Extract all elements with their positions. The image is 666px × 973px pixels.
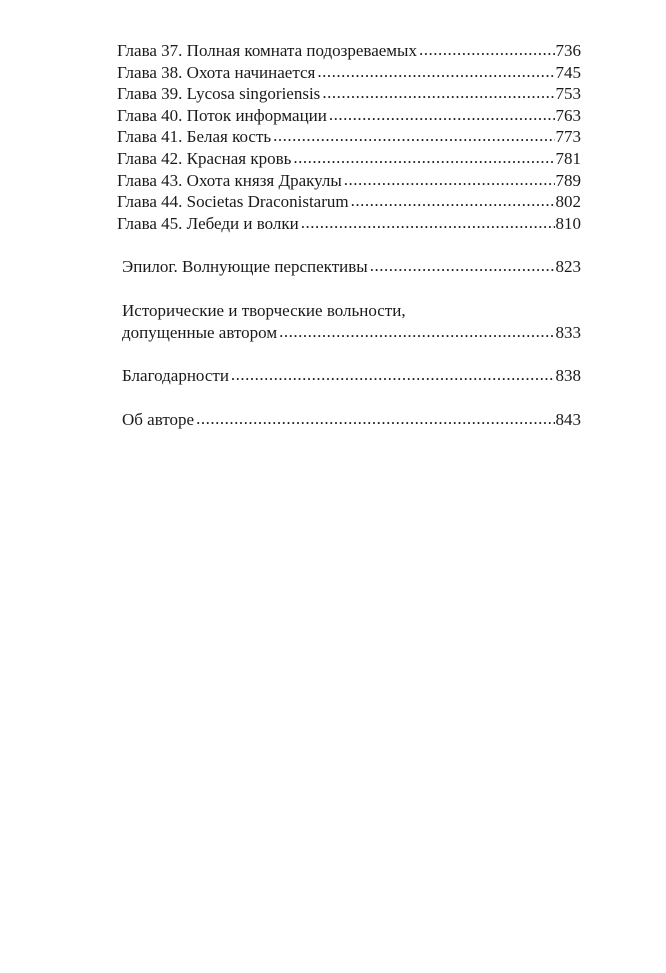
toc-entry-page: 823 <box>555 257 581 277</box>
dot-leader <box>322 82 554 104</box>
toc-entry-title-line2: допущенные автором <box>122 322 278 342</box>
toc-entry-title: Глава 40. Поток информации <box>117 105 327 125</box>
toc-entry-page: 753 <box>555 84 581 104</box>
toc-entry-page: 781 <box>555 148 581 168</box>
section-gap <box>117 234 581 256</box>
toc-entry-title-line1: Исторические и творческие вольности, <box>122 300 406 320</box>
toc-entry-page: 763 <box>555 105 581 125</box>
dot-leader <box>279 321 554 343</box>
toc-entry-chapter-41[interactable] <box>117 126 581 148</box>
toc-entry-page: 838 <box>555 366 581 386</box>
toc-block-epilogue <box>122 256 581 278</box>
toc-entry-chapter-44[interactable] <box>117 191 581 213</box>
toc-entry-page: 773 <box>555 127 581 147</box>
toc-entry-title: Глава 38. Охота начинается <box>117 62 316 82</box>
toc-entry-chapter-45[interactable] <box>117 213 581 235</box>
dot-leader <box>351 190 555 212</box>
toc-entry-title: Глава 41. Белая кость <box>117 127 272 147</box>
toc-entry-title: Глава 45. Лебеди и волки <box>117 213 299 233</box>
section-gap <box>117 278 581 300</box>
toc-entry-title: Эпилог. Волнующие перспективы <box>122 257 368 277</box>
dot-leader <box>293 147 554 169</box>
toc-entry-title: Глава 44. Societas Draconistarum <box>117 192 349 212</box>
toc-entry-chapter-43[interactable] <box>117 170 581 192</box>
toc-entry-page: 789 <box>555 170 581 190</box>
toc-entry-chapter-37[interactable] <box>117 40 581 62</box>
toc-entry-page: 745 <box>555 62 581 82</box>
toc-entry-title: Глава 42. Красная кровь <box>117 148 292 168</box>
toc-entry-chapter-39[interactable] <box>117 83 581 105</box>
dot-leader <box>273 125 554 147</box>
dot-leader <box>301 212 555 234</box>
toc-entry-title: Об авторе <box>122 409 195 429</box>
toc-entry-chapter-42[interactable] <box>117 148 581 170</box>
toc-block-acknowledgements <box>122 365 581 387</box>
section-gap <box>117 387 581 409</box>
toc-entry-epilogue[interactable] <box>122 256 581 278</box>
toc-entry-title: Глава 39. Lycosa singoriensis <box>117 84 321 104</box>
toc-entry-liberties <box>122 322 581 344</box>
toc-entry-page: 802 <box>555 192 581 212</box>
dot-leader <box>329 104 555 126</box>
toc-entry-title: Глава 37. Полная комната подозреваемых <box>117 41 417 60</box>
dot-leader <box>231 364 555 386</box>
dot-leader <box>344 169 555 191</box>
toc-block-about <box>122 409 581 431</box>
toc-entry-chapter-40[interactable] <box>117 105 581 127</box>
dot-leader <box>419 39 555 61</box>
dot-leader <box>196 408 554 430</box>
table-of-contents <box>117 40 581 430</box>
toc-entry-page: 833 <box>555 322 581 342</box>
toc-entry-title: Глава 43. Охота князя Дракулы <box>117 170 342 190</box>
dot-leader <box>370 255 555 277</box>
toc-entry-acknowledgements[interactable] <box>122 365 581 387</box>
toc-entry-chapter-38[interactable] <box>117 62 581 84</box>
toc-entry-page: 810 <box>555 213 581 233</box>
toc-entry-page: 843 <box>555 409 581 429</box>
toc-entry-about-author[interactable] <box>122 409 581 431</box>
dot-leader <box>317 61 554 83</box>
section-gap <box>117 343 581 365</box>
toc-block-liberties[interactable] <box>122 300 581 343</box>
toc-entry-page: 736 <box>555 41 581 60</box>
toc-entry-title: Благодарности <box>122 366 229 386</box>
